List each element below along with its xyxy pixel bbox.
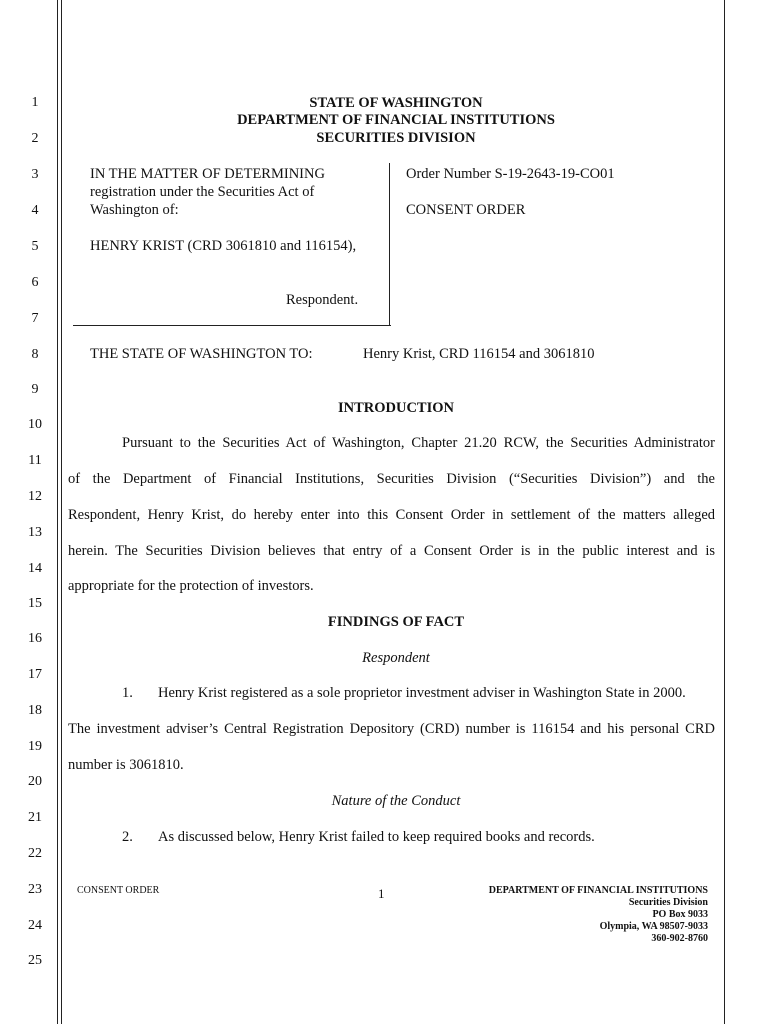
findings-subheading-respondent: Respondent bbox=[362, 650, 430, 666]
line-number: 20 bbox=[28, 774, 42, 789]
finding-line: The investment adviser’s Central Registration Depository (CRD) number is 116154 and his personal CRD bbox=[68, 721, 715, 737]
footer-phone: 360-902-8760 bbox=[651, 933, 708, 944]
caption-box-bottom-rule bbox=[73, 325, 391, 326]
header-state: STATE OF WASHINGTON bbox=[309, 95, 483, 111]
line-number: 4 bbox=[31, 203, 39, 218]
line-number: 7 bbox=[31, 311, 39, 326]
line-number: 12 bbox=[28, 489, 42, 504]
line-number: 21 bbox=[28, 810, 42, 825]
to-value: Henry Krist, CRD 116154 and 3061810 bbox=[363, 346, 595, 362]
caption-matter-line1: IN THE MATTER OF DETERMINING bbox=[90, 166, 325, 182]
finding-line: As discussed below, Henry Krist failed to keep required books and records. bbox=[158, 829, 595, 845]
order-number: Order Number S-19-2643-19-CO01 bbox=[406, 166, 615, 182]
line-number: 11 bbox=[28, 453, 42, 468]
caption-role: Respondent. bbox=[286, 292, 359, 308]
line-number: 24 bbox=[28, 918, 42, 933]
findings-heading: FINDINGS OF FACT bbox=[327, 614, 465, 630]
to-label: THE STATE OF WASHINGTON TO: bbox=[90, 346, 313, 362]
introduction-line: appropriate for the protection of investors. bbox=[68, 578, 314, 594]
introduction-heading: INTRODUCTION bbox=[337, 400, 454, 416]
line-number: 6 bbox=[31, 275, 39, 290]
line-number: 10 bbox=[28, 417, 42, 432]
line-number: 18 bbox=[28, 703, 42, 718]
line-number: 19 bbox=[28, 739, 42, 754]
line-number: 9 bbox=[31, 382, 39, 397]
footer-agency: DEPARTMENT OF FINANCIAL INSTITUTIONS bbox=[488, 885, 708, 896]
right-margin-rule bbox=[724, 0, 725, 1024]
caption-box-right-rule bbox=[389, 163, 390, 326]
line-number: 5 bbox=[31, 239, 39, 254]
footer-division: Securities Division bbox=[628, 897, 708, 908]
line-number: 15 bbox=[28, 596, 42, 611]
line-number: 1 bbox=[31, 95, 39, 110]
header-division: SECURITIES DIVISION bbox=[316, 130, 476, 146]
paragraph-number: 1. bbox=[122, 685, 133, 701]
introduction-line: Pursuant to the Securities Act of Washington, Chapter 21.20 RCW, the Securities Administrator bbox=[122, 435, 715, 451]
line-number: 25 bbox=[28, 953, 42, 968]
finding-line: number is 3061810. bbox=[68, 757, 184, 773]
footer-city: Olympia, WA 98507-9033 bbox=[599, 921, 708, 932]
line-number: 16 bbox=[28, 631, 42, 646]
left-margin-rule-2 bbox=[61, 0, 62, 1024]
line-number: 17 bbox=[28, 667, 42, 682]
line-number: 23 bbox=[28, 882, 42, 897]
footer-page-number: 1 bbox=[378, 886, 385, 901]
introduction-line: Respondent, Henry Krist, do hereby enter into this Consent Order in settlement of the matters alleged bbox=[68, 507, 715, 523]
left-margin-rule-1 bbox=[57, 0, 58, 1024]
line-number: 8 bbox=[31, 347, 39, 362]
paragraph-number: 2. bbox=[122, 829, 133, 845]
caption-matter-line3: Washington of: bbox=[90, 202, 179, 218]
caption-matter-line2: registration under the Securities Act of bbox=[90, 184, 315, 200]
order-type: CONSENT ORDER bbox=[406, 202, 526, 218]
finding-line: Henry Krist registered as a sole proprietor investment adviser in Washington State in 2000. bbox=[158, 685, 686, 701]
introduction-line: of the Department of Financial Institutions, Securities Division (“Securities Division”) and the bbox=[68, 471, 715, 487]
line-number: 13 bbox=[28, 525, 42, 540]
introduction-line: herein. The Securities Division believes that entry of a Consent Order is in the public interest and is bbox=[68, 543, 715, 559]
findings-subheading-conduct: Nature of the Conduct bbox=[331, 793, 461, 809]
footer-title: CONSENT ORDER bbox=[77, 885, 160, 896]
line-number: 22 bbox=[28, 846, 42, 861]
footer-po-box: PO Box 9033 bbox=[652, 909, 708, 920]
line-number: 3 bbox=[31, 167, 39, 182]
line-number: 2 bbox=[31, 131, 39, 146]
line-number: 14 bbox=[28, 561, 42, 576]
header-department: DEPARTMENT OF FINANCIAL INSTITUTIONS bbox=[237, 112, 555, 128]
caption-party: HENRY KRIST (CRD 3061810 and 116154), bbox=[90, 238, 357, 254]
